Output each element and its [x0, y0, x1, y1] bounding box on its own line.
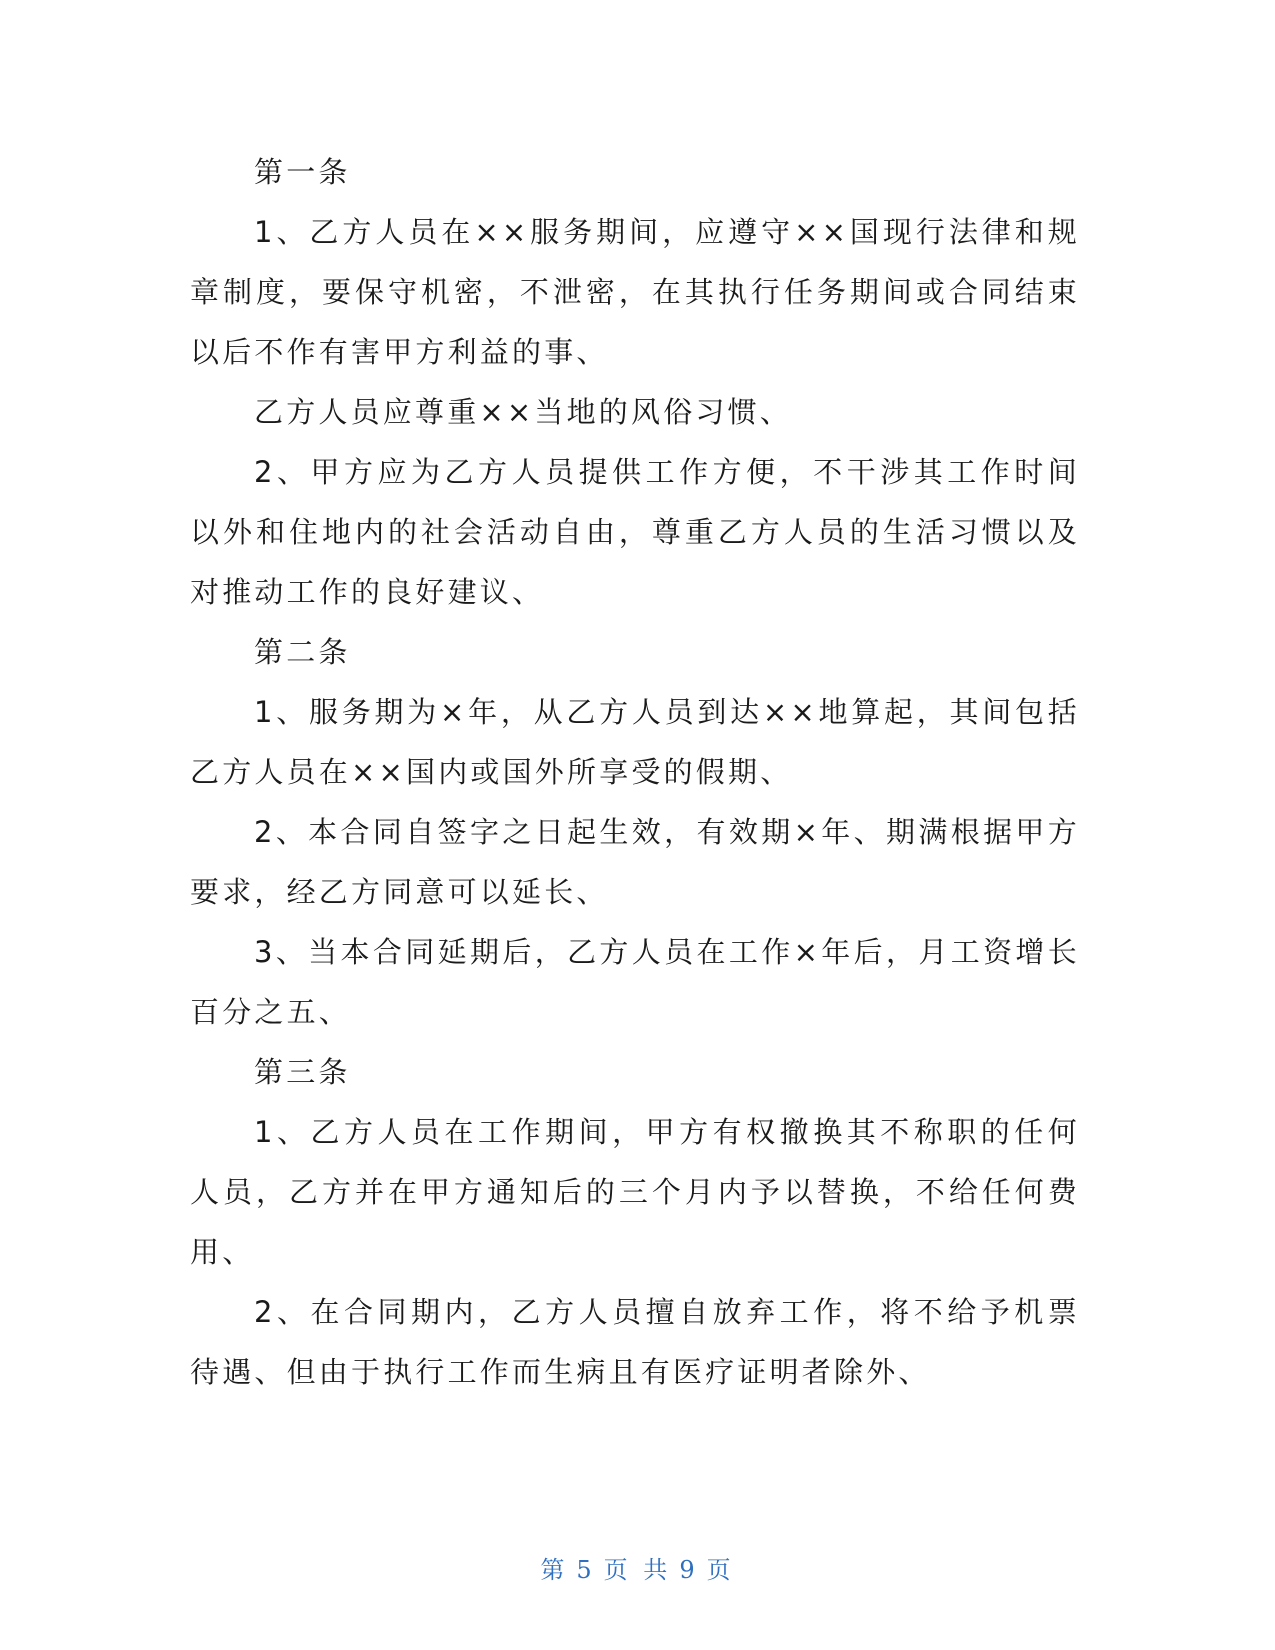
article-1-clause-1: 1、乙方人员在××服务期间，应遵守××国现行法律和规章制度，要保守机密，不泄密，在其执行任务期间或合同结束以后不作有害甲方利益的事、 — [190, 215, 1080, 369]
footer-prefix: 第 — [540, 1556, 569, 1584]
page-footer — [0, 1550, 1275, 1585]
article-2-heading: 第二条 — [254, 635, 351, 669]
article-3-heading: 第三条 — [254, 1055, 351, 1089]
total-pages-number: 9 — [679, 1556, 699, 1584]
footer-suffix: 页 — [706, 1556, 735, 1584]
article-3-clause-2: 2、在合同期内，乙方人员擅自放弃工作，将不给予机票待遇、但由于执行工作而生病且有医疗证明者除外、 — [190, 1295, 1080, 1389]
article-1-clause-2: 2、甲方应为乙方人员提供工作方便，不干涉其工作时间以外和住地内的社会活动自由，尊重乙方人员的生活习惯以及对推动工作的良好建议、 — [190, 455, 1080, 609]
current-page-number: 5 — [576, 1556, 596, 1584]
article-1-heading: 第一条 — [254, 155, 351, 189]
article-3-clause-1: 1、乙方人员在工作期间，甲方有权撤换其不称职的任何人员，乙方并在甲方通知后的三个月内予以替换，不给任何费用、 — [190, 1115, 1080, 1269]
document-body — [190, 142, 1080, 1402]
article-2-clause-2: 2、本合同自签字之日起生效，有效期×年、期满根据甲方要求，经乙方同意可以延长、 — [190, 815, 1080, 909]
article-1-clause-1-note: 乙方人员应尊重××当地的风俗习惯、 — [254, 395, 792, 429]
footer-middle: 页 共 — [603, 1556, 672, 1584]
article-2-clause-3: 3、当本合同延期后，乙方人员在工作×年后，月工资增长百分之五、 — [190, 935, 1080, 1029]
article-2-clause-1: 1、服务期为×年，从乙方人员到达××地算起，其间包括乙方人员在××国内或国外所享受的假期、 — [190, 695, 1080, 789]
